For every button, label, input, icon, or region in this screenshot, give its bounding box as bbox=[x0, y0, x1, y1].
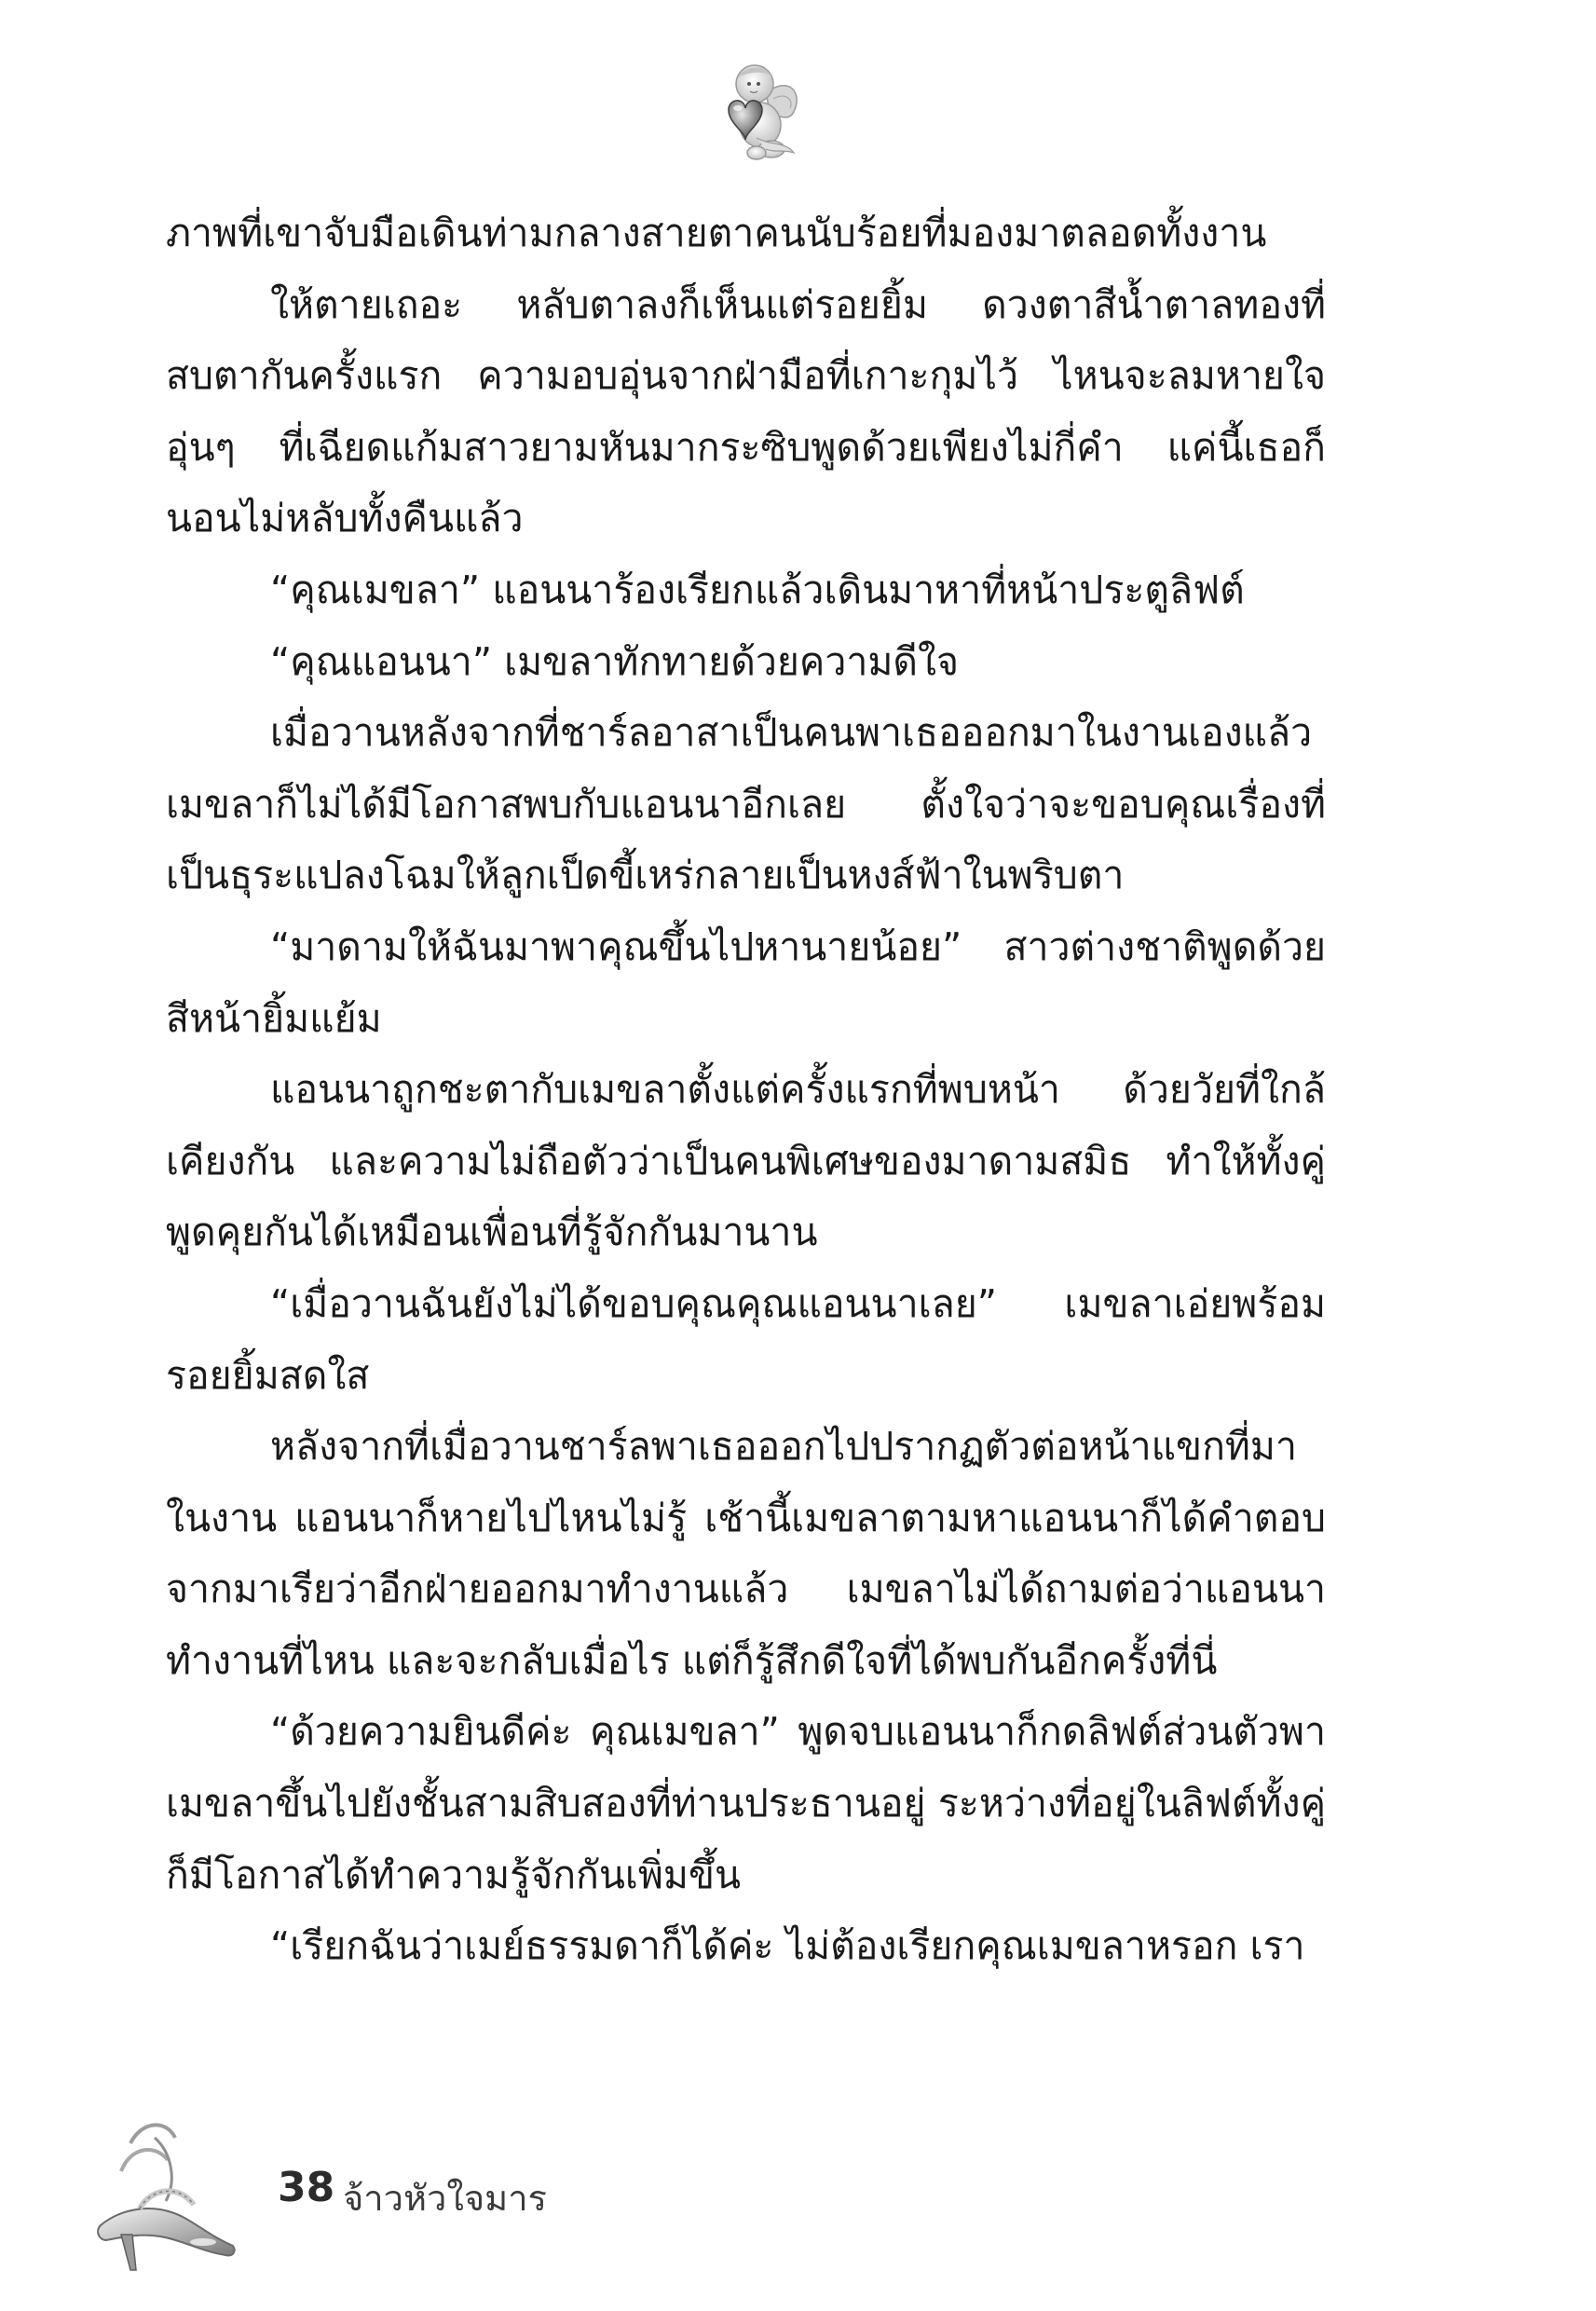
paragraph: “คุณเมขลา” แอนนาร้องเรียกแล้วเดินมาหาที่หน้าประตูลิฟต์ bbox=[270, 567, 1245, 612]
paragraph: “ด้วยความยินดีค่ะ คุณเมขลา” พูดจบแอนนาก็กดลิฟต์ส่วนตัวพาเมขลาขึ้นไปยังชั้นสามสิบสองที่ท่านประธานอยู่ ระหว่างที่อยู่ในลิฟต์ทั้งคู่ก็มีโอกาสได้ทำความรู้จักกันเพิ่มขึ้น bbox=[166, 1709, 1326, 1897]
paragraph: ภาพที่เขาจับมือเดินท่ามกลางสายตาคนนับร้อยที่มองมาตลอดทั้งงาน bbox=[166, 211, 1267, 255]
paragraph: “มาดามให้ฉันมาพาคุณขึ้นไปหานายน้อย” สาวต่างชาติพูดด้วยสีหน้ายิ้มแย้ม bbox=[166, 923, 1326, 1041]
book-title: จ้าวหัวใจมาร bbox=[343, 2178, 547, 2219]
paragraph: ให้ตายเถอะ หลับตาลงก็เห็นแต่รอยยิ้ม ดวงตาสีน้ำตาลทองที่สบตากันครั้งแรก ความอบอุ่นจากฝ่ามือที่เกาะกุมไว้ ไหนจะลมหายใจอุ่นๆ ที่เฉียดแก้มสาวยามหันมากระซิบพูดด้วยเพียงไม่กี่คำ แค่นี้เธอก็นอนไม่หลับทั้งคืนแล้ว bbox=[166, 281, 1326, 541]
page-footer bbox=[93, 2115, 745, 2274]
cupid-heart-icon bbox=[701, 56, 805, 168]
high-heel-shoe-icon bbox=[93, 2115, 242, 2274]
paragraph: “เรียกฉันว่าเมย์ธรรมดาก็ได้ค่ะ ไม่ต้องเรียกคุณเมขลาหรอก เรา bbox=[270, 1923, 1305, 1969]
paragraph: “เมื่อวานฉันยังไม่ได้ขอบคุณคุณแอนนาเลย” เมขลาเอ่ยพร้อมรอยยิ้มสดใส bbox=[166, 1280, 1326, 1398]
paragraph: “คุณแอนนา” เมขลาทักทายด้วยความดีใจ bbox=[270, 638, 960, 684]
page-number: 38 bbox=[278, 2164, 335, 2211]
paragraph: เมื่อวานหลังจากที่ชาร์ลอาสาเป็นคนพาเธอออกมาในงานเองแล้ว เมขลาก็ไม่ได้มีโอกาสพบกับแอนนาอีกเลย ตั้งใจว่าจะขอบคุณเรื่องที่เป็นธุระแปลงโฉมให้ลูกเป็ดขี้เหร่กลายเป็นหงส์ฟ้าในพริบตา bbox=[166, 710, 1326, 898]
paragraph: แอนนาถูกชะตากับเมขลาตั้งแต่ครั้งแรกที่พบหน้า ด้วยวัยที่ใกล้เคียงกัน และความไม่ถือตัวว่าเป็นคนพิเศษของมาดามสมิธ ทำให้ทั้งคู่พูดคุยกันได้เหมือนเพื่อนที่รู้จักกันมานาน bbox=[166, 1067, 1326, 1255]
paragraph: หลังจากที่เมื่อวานชาร์ลพาเธอออกไปปรากฏตัวต่อหน้าแขกที่มาในงาน แอนนาก็หายไปไหนไม่รู้ เช้านี้เมขลาตามหาแอนนาก็ได้คำตอบจากมาเรียว่าอีกฝ่ายออกมาทำงานแล้ว เมขลาไม่ได้ถามต่อว่าแอนนาทำงานที่ไหน และจะกลับเมื่อไร แต่ก็รู้สึกดีใจที่ได้พบกันอีกครั้งที่นี่ bbox=[166, 1424, 1326, 1683]
body-text bbox=[166, 198, 1326, 1982]
